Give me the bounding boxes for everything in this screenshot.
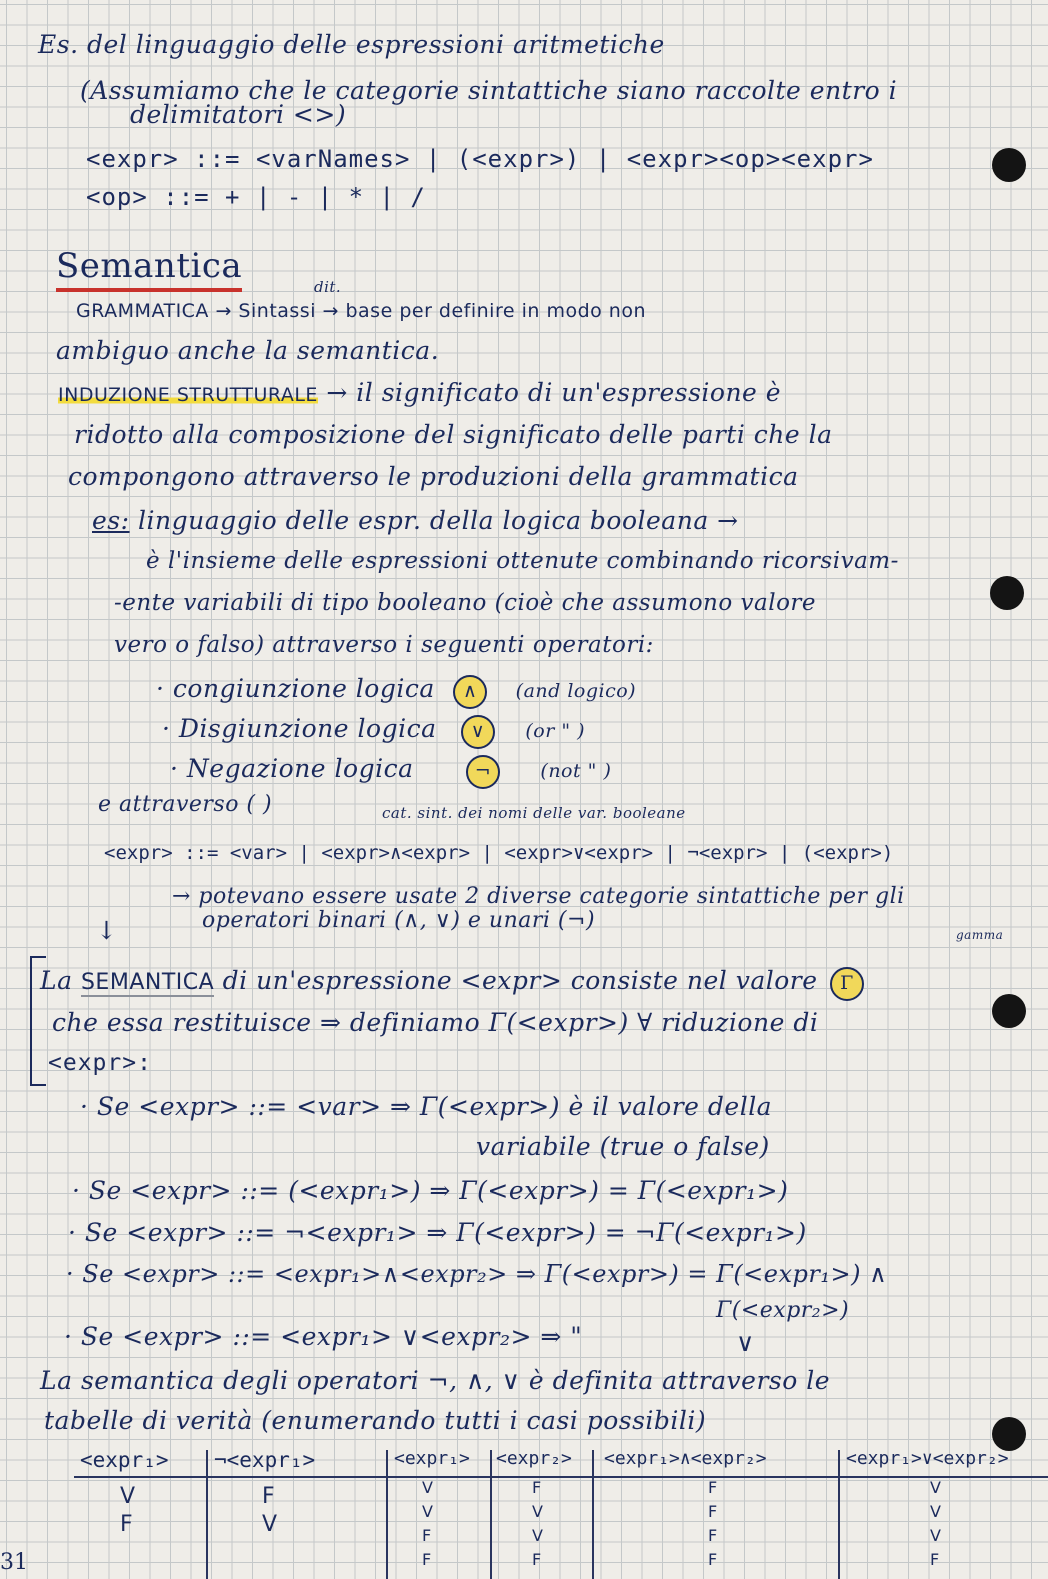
semantic-rule-var-cont: variabile (true o false): [476, 1132, 770, 1161]
not-symbol-icon: ¬: [466, 755, 500, 789]
truth-table-divider-3: [490, 1450, 492, 1579]
truth-table-cell: V: [532, 1526, 543, 1545]
grammar-op-rule: <op> ::= + | - | * | /: [86, 183, 426, 211]
truth-table-cell: V: [930, 1526, 941, 1545]
semantica-keyword: SEMANTICA: [80, 970, 215, 995]
truth-table-header-and: <expr₁>∧<expr₂>: [604, 1448, 767, 1469]
semantic-rule-not: · Se <expr> ::= ¬<expr₁> ⇒ Γ(<expr>) = ¬Γ(<expr₁>): [68, 1218, 807, 1247]
boolean-grammar-rule: <expr> ::= <var> | <expr>∧<expr> | <expr>∨<expr> | ¬<expr> | (<expr>): [104, 842, 894, 864]
truth-table-header-or: <expr₁>∨<expr₂>: [846, 1448, 1009, 1469]
truth-table-cell: F: [422, 1526, 432, 1545]
truth-table-cell: F: [120, 1512, 133, 1537]
line-example-boolean: [92, 506, 739, 535]
la-word: La: [40, 966, 73, 995]
truth-table-cell: V: [930, 1478, 941, 1497]
induzione-strutturale-label: INDUZIONE STRUTTURALE: [58, 384, 318, 406]
section-title-semantica: Semantica: [56, 246, 242, 292]
semantic-rule-and-cont: Γ(<expr₂>): [716, 1298, 850, 1323]
semantic-rule-and: · Se <expr> ::= <expr₁>∧<expr₂> ⇒ Γ(<expr>) = Γ(<expr₁>) ∧: [66, 1260, 888, 1288]
punch-hole-3: [992, 994, 1026, 1028]
truth-table-divider-1: [206, 1450, 208, 1579]
semantic-rule-paren: · Se <expr> ::= (<expr₁>) ⇒ Γ(<expr>) = Γ(<expr₁>): [72, 1176, 789, 1205]
operator-not: [170, 754, 611, 789]
line-expr-colon: <expr>:: [48, 1050, 152, 1076]
truth-table-header-expr1: <expr₁>: [80, 1448, 169, 1472]
line-tabelle-verita: tabelle di verità (enumerando tutti i casi possibili): [44, 1406, 707, 1435]
truth-table-header-not-expr1: ¬<expr₁>: [214, 1448, 316, 1472]
truth-table-cell: F: [708, 1526, 718, 1545]
truth-table-cell: F: [708, 1550, 718, 1569]
line-example-title: Es. del linguaggio delle espressioni aritmetiche: [38, 30, 665, 59]
truth-table-divider-2: [386, 1450, 388, 1579]
or-symbol-icon: ∨: [461, 715, 495, 749]
truth-table-cell: V: [422, 1502, 433, 1521]
truth-table-header-expr2: <expr₂>: [496, 1448, 572, 1469]
line-grammatica: [76, 294, 646, 323]
line-semantica-def: [40, 966, 864, 1001]
line-induzione: [58, 378, 781, 407]
grammatica-label: GRAMMATICA → Sintassi → base per definire in modo non: [76, 300, 647, 322]
operator-and-note: (and logico): [515, 680, 637, 702]
line-operatori-binari: operatori binari (∧, ∨) e unari (¬): [202, 908, 596, 933]
truth-table-cell: F: [532, 1550, 542, 1569]
line-ridotto: ridotto alla composizione del significato delle parti che la: [74, 420, 833, 449]
semantic-rule-var: · Se <expr> ::= <var> ⇒ Γ(<expr>) è il valore della: [80, 1092, 773, 1121]
line-vero-falso: vero o falso) attraverso i seguenti operatori:: [114, 632, 654, 658]
truth-table-cell: V: [422, 1478, 433, 1497]
truth-table-cell: F: [708, 1478, 718, 1497]
truth-table-cell: F: [422, 1550, 432, 1569]
operator-or-label: · Disgiunzione logica: [162, 714, 437, 743]
line-insieme: è l'insieme delle espressioni ottenute combinando ricorsivam-: [146, 548, 899, 574]
punch-hole-4: [992, 1417, 1026, 1451]
grammar-expr-rule: <expr> ::= <varNames> | (<expr>) | <expr><op><expr>: [86, 145, 874, 173]
truth-table-divider-5: [838, 1450, 840, 1579]
annotation-cat-sint: cat. sint. dei nomi delle var. booleane: [382, 804, 686, 822]
truth-table-cell: F: [708, 1502, 718, 1521]
line-assumption-1: (Assumiamo che le categorie sintattiche siano raccolte entro i: [80, 76, 898, 105]
truth-table-cell: V: [930, 1502, 941, 1521]
operator-and-label: · congiunzione logica: [156, 674, 435, 703]
semantica-def-rest: di un'espressione <expr> consiste nel valore: [222, 966, 818, 995]
truth-table-cell: V: [262, 1512, 278, 1537]
punch-hole-2: [990, 576, 1024, 610]
line-variabili: -ente variabili di tipo booleano (cioè che assumono valore: [114, 590, 817, 616]
semantic-rule-or: · Se <expr> ::= <expr₁> ∨<expr₂> ⇒ ": [64, 1322, 583, 1351]
boolean-language: linguaggio delle espr. della logica booleana →: [138, 506, 739, 535]
truth-table-cell: F: [532, 1478, 542, 1497]
line-potevano: → potevano essere usate 2 diverse categorie sintattiche per gli: [172, 884, 905, 909]
gamma-symbol-icon: Γ: [830, 967, 864, 1001]
line-restituisce: che essa restituisce ⇒ definiamo Γ(<expr>) ∀ riduzione di: [52, 1008, 819, 1037]
truth-table-cell: F: [930, 1550, 940, 1569]
operator-not-label: · Negazione logica: [170, 754, 414, 783]
punch-hole-1: [992, 148, 1026, 182]
line-assumption-2: delimitatori <>): [130, 100, 347, 129]
truth-table-header-rule: [74, 1476, 1048, 1478]
annotation-gamma: gamma: [956, 928, 1004, 942]
operator-or: [162, 714, 585, 749]
operator-or-note: (or " ): [525, 720, 586, 742]
line-attraverso: e attraverso ( ): [98, 792, 273, 817]
truth-table-cell: V: [120, 1484, 136, 1509]
annotation-dit: dit.: [314, 278, 342, 296]
line-semantica-operatori: La semantica degli operatori ¬, ∧, ∨ è definita attraverso le: [40, 1366, 831, 1395]
induzione-definition: → il significato di un'espressione è: [326, 378, 782, 407]
truth-table-header-expr1-b: <expr₁>: [394, 1448, 470, 1469]
truth-table-cell: V: [532, 1502, 543, 1521]
line-ambiguo: ambiguo anche la semantica.: [56, 336, 440, 365]
operator-not-note: (not " ): [540, 760, 612, 782]
line-compongono: compongono attraverso le produzioni della grammatica: [68, 462, 799, 491]
and-symbol-icon: ∧: [453, 675, 487, 709]
operator-and: [156, 674, 636, 709]
truth-table-cell: F: [262, 1484, 275, 1509]
truth-table-divider-4: [592, 1450, 594, 1579]
semantic-rule-or-symbol: ∨: [736, 1328, 755, 1357]
es-label: es:: [92, 506, 130, 535]
page-number: 31: [0, 1550, 28, 1575]
down-arrow-icon: ↓: [96, 916, 118, 945]
